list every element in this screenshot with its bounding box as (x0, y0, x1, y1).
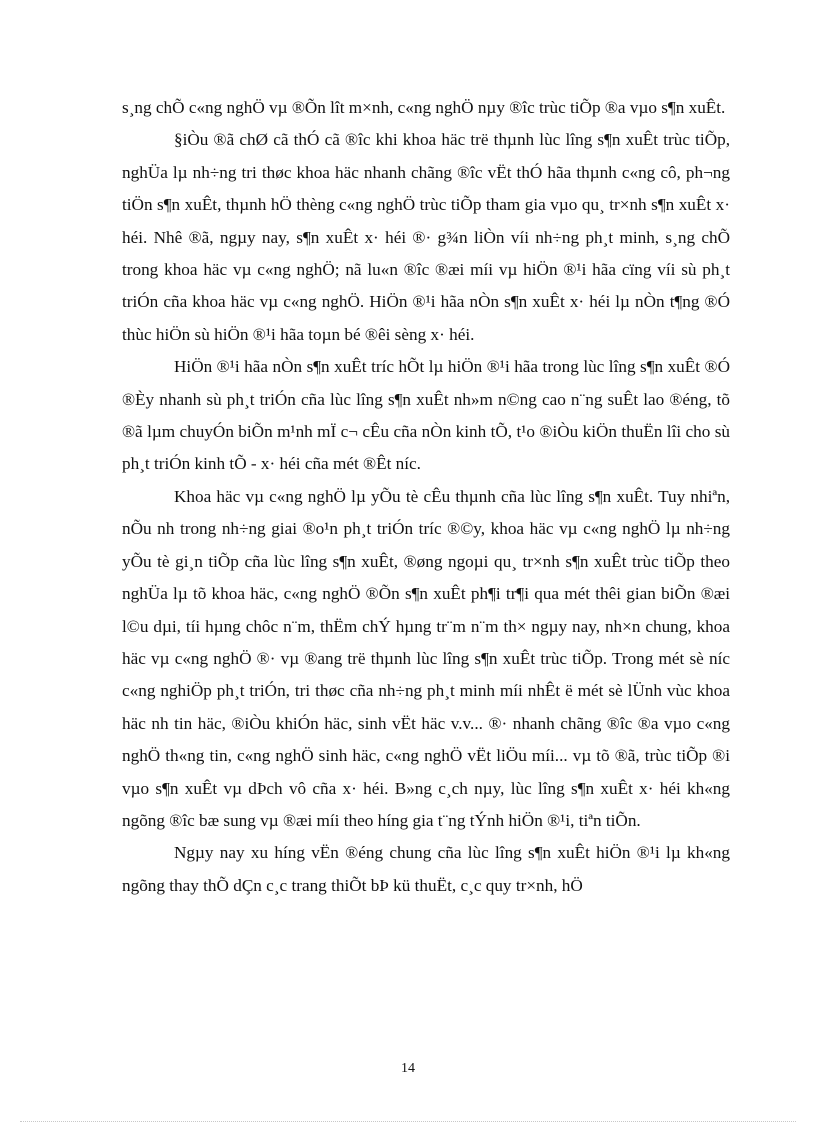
paragraph: §iÒu ®ã chØ cã thÓ cã ®îc khi khoa häc trë thµnh lùc lîng s¶n xuÊt trùc tiÕp, nghÜa lµ nh÷ng tri thøc khoa häc nhanh chãng ®îc vËt thÓ hãa thµnh c«ng cô, ph¬ng tiÖn s¶n xuÊt, thµnh hÖ thèng c«ng nghÖ trùc tiÕp tham gia vµo qu¸ tr×nh s¶n xuÊt x· héi. Nhê ®ã, ngµy nay, s¶n xuÊt x· héi ®· g¾n liÒn víi nh÷ng ph¸t minh, s¸ng chÕ trong khoa häc vµ c«ng nghÖ; nã lu«n ®îc ®æi míi vµ hiÖn ®¹i hãa cïng víi sù ph¸t triÓn cña khoa häc vµ c«ng nghÖ. HiÖn ®¹i hãa nÒn s¶n xuÊt x· héi lµ nÒn t¶ng ®Ó thùc hiÖn sù hiÖn ®¹i hãa toµn bé ®êi sèng x· héi. (122, 130, 730, 344)
paragraph-continuation: s¸ng chÕ c«ng nghÖ vµ ®Õn lît m×nh, c«ng nghÖ nµy ®îc trùc tiÕp ®a vµo s¶n xuÊt. (122, 98, 726, 117)
paragraph: HiÖn ®¹i hãa nÒn s¶n xuÊt tríc hÕt lµ hiÖn ®¹i hãa trong lùc lîng s¶n xuÊt ®Ó ®Èy nhanh sù ph¸t triÓn cña lùc lîng s¶n xuÊt nh»m n©ng cao n¨ng suÊt lao ®éng, tõ ®ã lµm chuyÓn biÕn m¹nh mÏ c¬ cÊu cña nÒn kinh tÕ, t¹o ®iÒu kiÖn thuËn lîi cho sù ph¸t triÓn kinh tÕ - x· héi cña mét ®Êt níc. (122, 357, 730, 474)
page-number: 14 (401, 1061, 415, 1076)
body-text (122, 92, 730, 902)
paragraph: Ngµy nay xu híng vËn ®éng chung cña lùc lîng s¶n xuÊt hiÖn ®¹i lµ kh«ng ngõng thay thÕ dÇn c¸c trang thiÕt bÞ kü thuËt, c¸c quy tr×nh, hÖ (122, 843, 730, 895)
paragraph: Khoa häc vµ c«ng nghÖ lµ yÕu tè cÊu thµnh cña lùc lîng s¶n xuÊt. Tuy nhiªn, nÕu nh trong nh÷ng giai ®o¹n ph¸t triÓn tríc ®©y, khoa häc vµ c«ng nghÖ lµ nh÷ng yÕu tè gi¸n tiÕp cña lùc lîng s¶n xuÊt, ®øng ngoµi qu¸ tr×nh s¶n xuÊt trùc tiÕp theo nghÜa lµ tõ khoa häc, c«ng nghÖ ®Õn s¶n xuÊt ph¶i tr¶i qua mét thêi gian biÕn ®æi l©u dµi, tíi hµng chôc n¨m, thËm chÝ hµng tr¨m n¨m th× ngµy nay, nh×n chung, khoa häc vµ c«ng nghÖ ®· vµ ®ang trë thµnh lùc lîng s¶n xuÊt trùc tiÕp. Trong mét sè níc c«ng nghiÖp ph¸t triÓn, tri thøc cña nh÷ng ph¸t minh míi nhÊt ë mét sè lÜnh vùc khoa häc nh tin häc, ®iÒu khiÓn häc, sinh vËt häc v.v... ®· nhanh chãng ®îc ®a vµo c«ng nghÖ th«ng tin, c«ng nghÖ sinh häc, c«ng nghÖ vËt liÖu míi... vµ tõ ®ã, trùc tiÕp ®i vµo s¶n xuÊt vµ dÞch vô cña x· héi. B»ng c¸ch nµy, lùc lîng s¶n xuÊt x· héi kh«ng ngõng ®îc bæ sung vµ ®æi míi theo híng gia t¨ng tÝnh hiÖn ®¹i, tiªn tiÕn. (122, 486, 730, 830)
page-bottom-divider (20, 1121, 796, 1122)
